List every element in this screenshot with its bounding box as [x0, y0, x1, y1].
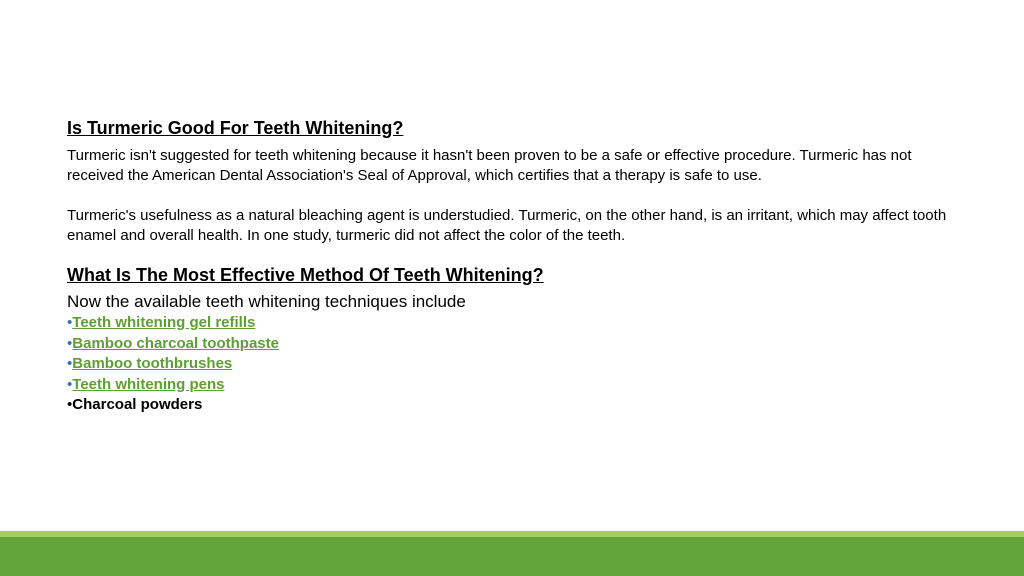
list-item: [67, 395, 947, 416]
list-item: [67, 313, 947, 334]
paragraph-turmeric-safety: Turmeric isn't suggested for teeth whitening because it hasn't been proven to be a safe or effective procedure. Turmeric has not received the American Dental Association's Seal of Approval, which certifies that a therapy is safe to use.: [67, 147, 912, 184]
link-bamboo-toothbrushes[interactable]: Bamboo toothbrushes: [72, 355, 233, 372]
bullet-icon: •: [67, 355, 73, 372]
spacer: [67, 186, 947, 206]
methods-intro: Now the available teeth whitening techniques include: [67, 292, 466, 311]
link-charcoal-toothpaste[interactable]: Bamboo charcoal toothpaste: [72, 334, 279, 352]
link-gel-refills[interactable]: Teeth whitening gel refills: [72, 314, 256, 331]
slide-content: [67, 116, 947, 416]
bullet-icon: •: [67, 396, 73, 413]
methods-list: [67, 313, 947, 416]
section-heading-methods: What Is The Most Effective Method Of Teeth Whitening?: [67, 265, 544, 285]
list-item: [67, 334, 947, 355]
bullet-icon: •: [67, 334, 73, 352]
item-charcoal-powders: Charcoal powders: [72, 396, 203, 413]
list-item: [67, 354, 947, 375]
footer-band: [0, 537, 1024, 576]
list-item: [67, 375, 947, 396]
paragraph-turmeric-research: Turmeric's usefulness as a natural bleaching agent is understudied. Turmeric, on the other hand, is an irritant, which may affect tooth enamel and overall health. In one study, turmeric did not affect the color of the teeth.: [67, 207, 947, 244]
bullet-icon: •: [67, 314, 73, 331]
bullet-icon: •: [67, 375, 73, 393]
section-heading-turmeric: Is Turmeric Good For Teeth Whitening?: [67, 118, 404, 138]
link-whitening-pens[interactable]: Teeth whitening pens: [72, 375, 225, 393]
